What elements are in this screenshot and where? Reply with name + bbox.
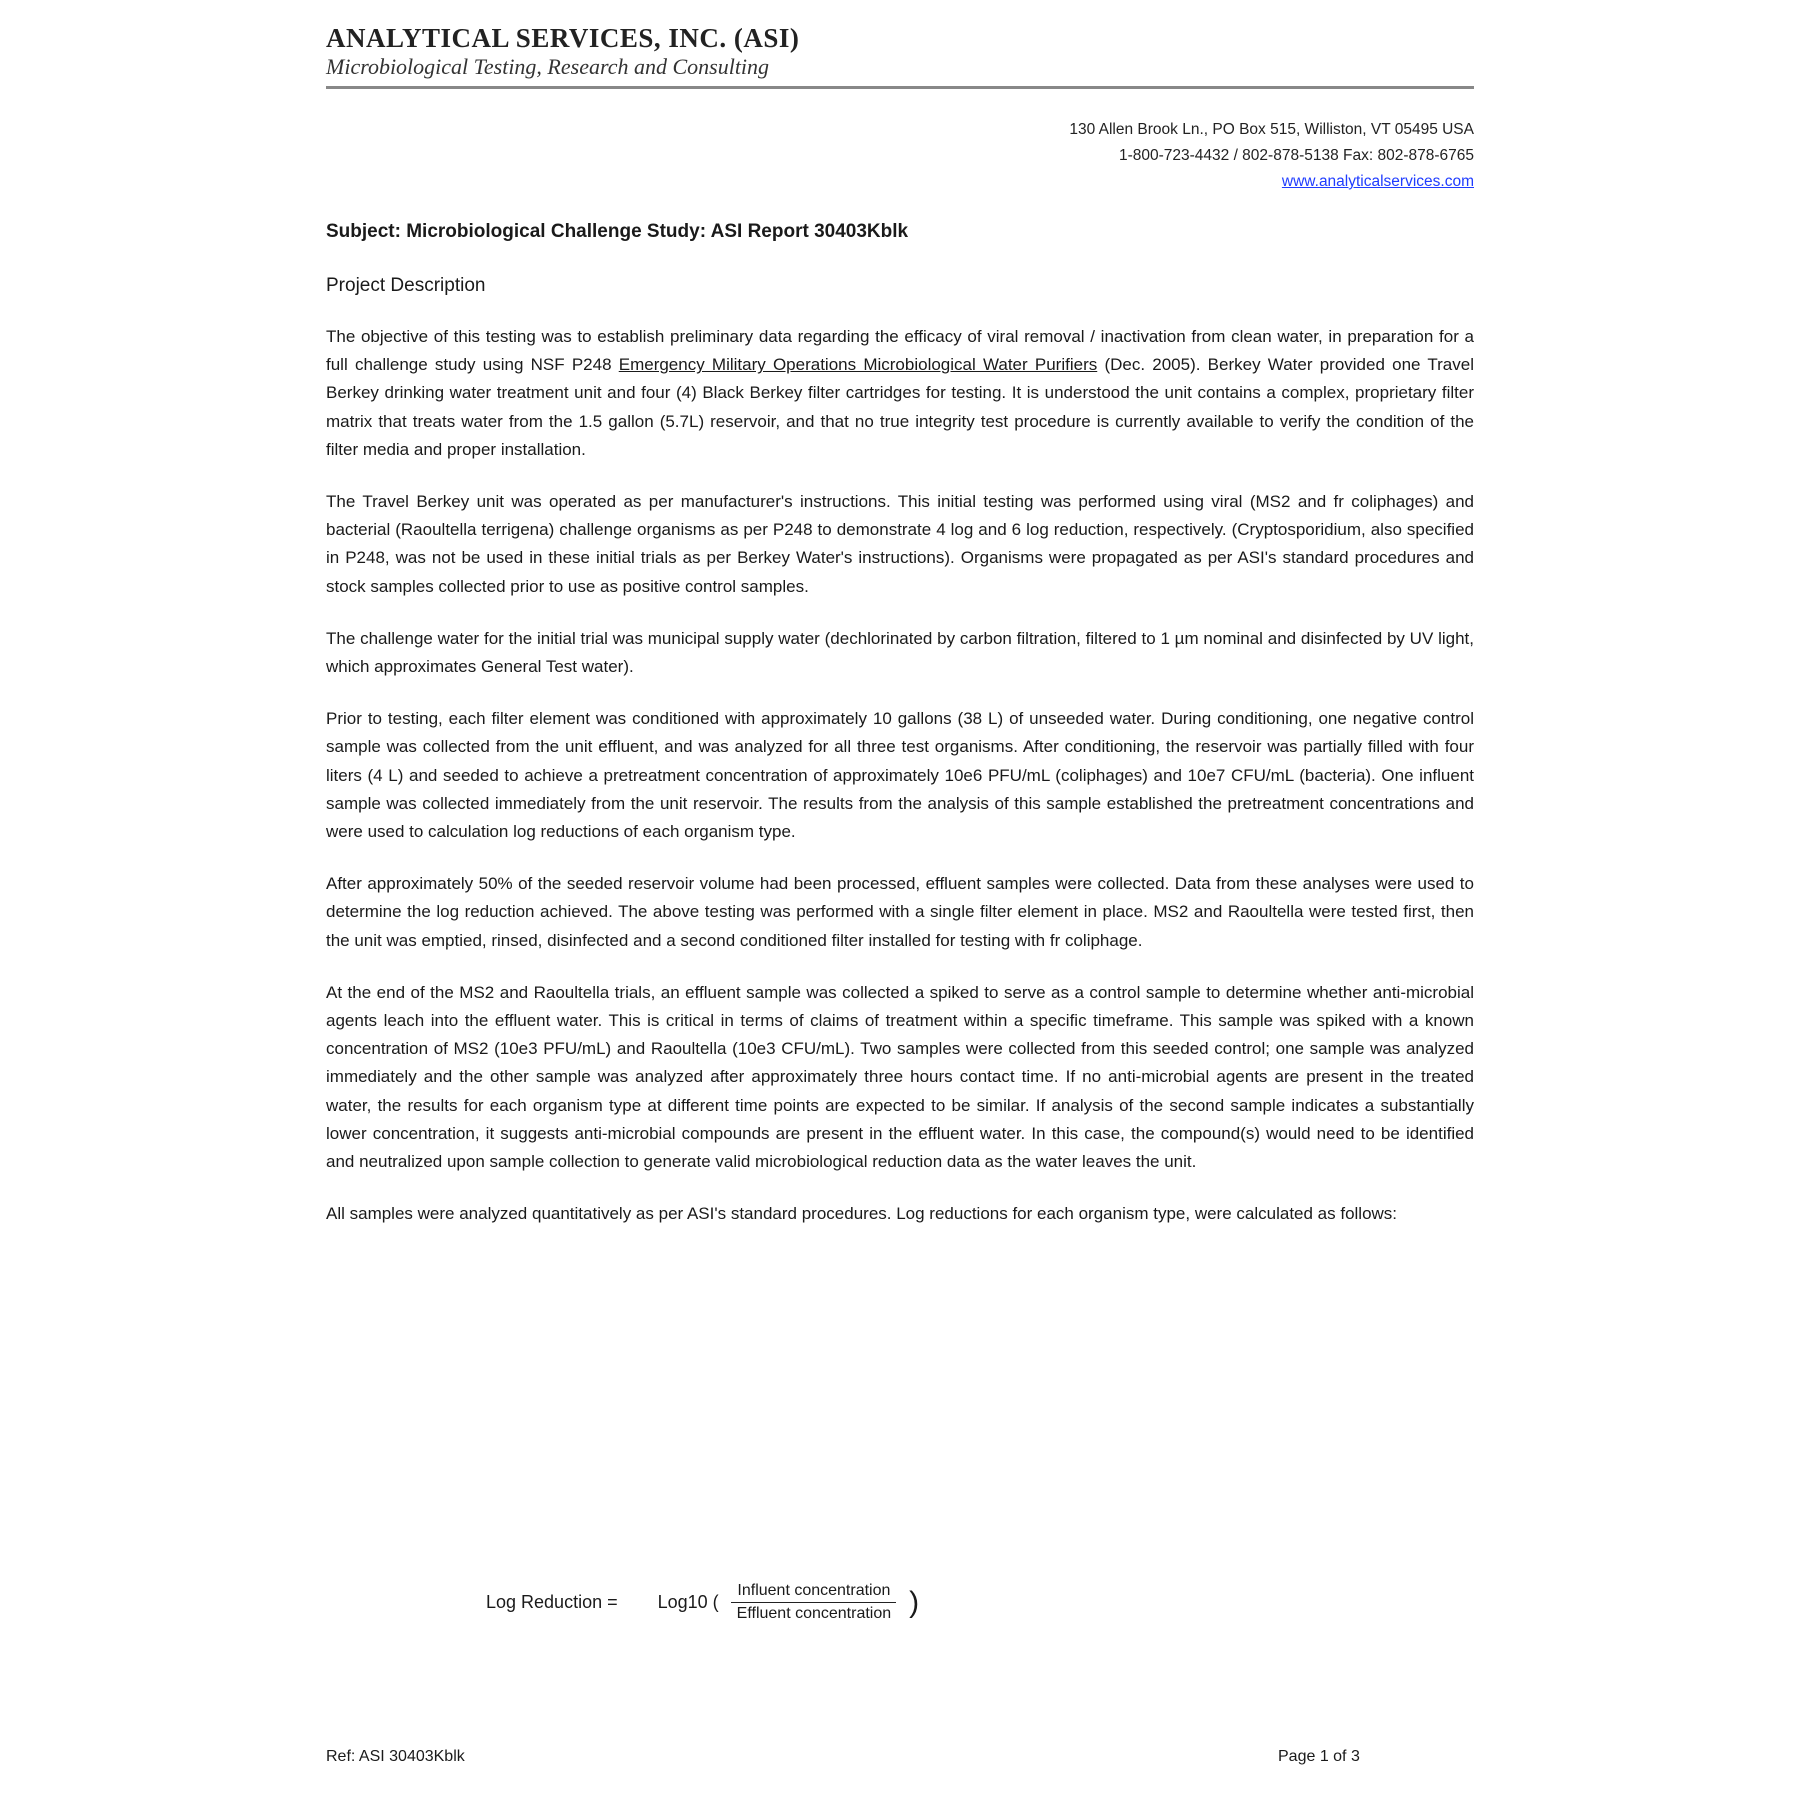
formula-lhs: Log Reduction = (486, 1592, 618, 1612)
formula-close: ) (909, 1585, 920, 1619)
paragraph: All samples were analyzed quantitatively as per ASI's standard procedures. Log reductions for each organism type, were calculated as follows: (326, 1204, 1398, 1224)
footer-reference: Ref: ASI 30403Kblk (326, 1748, 465, 1765)
formula-log: Log10 ( (657, 1592, 719, 1612)
phone-line: 1-800-723-4432 / 802-878-5138 Fax: 802-878-6765 (1118, 147, 1474, 164)
paragraph: The Travel Berkey unit was operated as per manufacturer's instructions. This initial testing was performed using viral (MS2 and fr coliphages) and bacterial (Raoultella terrigena) challenge organisms as per P248 to demonstrate 4 log and 6 log reduction, respectively. (Cryptosporidium, also specified in P248, was not be used in these initial trials as per Berkey Water's instructions). Organisms were propagated as per ASI's standard procedures and stock samples collected prior to use as positive control samples. (326, 492, 1474, 596)
address-block (326, 117, 1474, 195)
footer-page-number: Page 1 of 3 (1278, 1748, 1360, 1765)
document-page (326, 22, 1474, 1228)
paragraph-text: The objective of this testing was to establish preliminary data regarding the efficacy of viral removal / inactivation from clean water, in preparation for a full challenge study using NSF P248 (326, 327, 1474, 375)
section-title: Project Description (326, 275, 486, 296)
paragraph: The challenge water for the initial trial was municipal supply water (dechlorinated by carbon filtration, filtered to 1 µm nominal and disinfected by UV light, which approximates General Test water). (326, 628, 1474, 677)
website-link[interactable]: www.analyticalservices.com (1281, 173, 1474, 190)
log-reduction-formula (486, 1582, 927, 1623)
paragraph-text: (Dec. 2005). Berkey Water provided one Travel Berkey drinking water treatment unit and four (4) Black Berkey filter cartridges for testing. It is understood the unit contains a complex, proprietary filter matrix that treats water from the 1.5 gallon (5.7L) reservoir, and that no true integrity test procedure is currently available to verify the condition of the filter media and proper installation. (326, 355, 1474, 459)
formula-fraction (731, 1582, 897, 1623)
formula-numerator: Influent concentration (731, 1582, 896, 1603)
paragraph: Prior to testing, each filter element was conditioned with approximately 10 gallons (38 L) of unseeded water. During conditioning, one negative control sample was collected from the unit effluent, and was analyzed for all three test organisms. After conditioning, the reservoir was partially filled with four liters (4 L) and seeded to achieve a pretreatment concentration of approximately 10e6 PFU/mL (coliphages) and 10e7 CFU/mL (bacteria). One influent sample was collected immediately from the unit reservoir. The results from the analysis of this sample established the pretreatment concentrations and were used to calculation log reductions of each organism type. (326, 709, 1474, 842)
formula-denominator: Effluent concentration (736, 1605, 892, 1622)
paragraph (326, 323, 1474, 464)
company-name: ANALYTICAL SERVICES, INC. (ASI) (326, 23, 800, 53)
address-line: 130 Allen Brook Ln., PO Box 515, Williston, VT 05495 USA (1069, 121, 1474, 138)
paragraph: After approximately 50% of the seeded reservoir volume had been processed, effluent samples were collected. Data from these analyses were used to determine the log reduction achieved. The above testing was performed with a single filter element in place. MS2 and Raoultella were tested first, then the unit was emptied, rinsed, disinfected and a second conditioned filter installed for testing with fr coliphage. (326, 874, 1474, 950)
header-rule (326, 86, 1474, 89)
paragraph: At the end of the MS2 and Raoultella trials, an effluent sample was collected a spiked to serve as a control sample to determine whether anti-microbial agents leach into the effluent water. This is critical in terms of claims of treatment within a specific timeframe. This sample was spiked with a known concentration of MS2 (10e3 PFU/mL) and Raoultella (10e3 CFU/mL). Two samples were collected from this seeded control; one sample was analyzed immediately and the other sample was analyzed after approximately three hours contact time. If no anti-microbial agents are present in the treated water, the results for each organism type at different time points are expected to be similar. If analysis of the second sample indicates a substantially lower concentration, it suggests anti-microbial compounds are present in the effluent water. In this case, the compound(s) would need to be identified and neutralized upon sample collection to generate valid microbiological reduction data as the water leaves the unit. (326, 982, 1474, 1172)
company-tagline: Microbiological Testing, Research and Consulting (326, 54, 770, 79)
standard-reference-link: Emergency Military Operations Microbiological Water Purifiers (618, 355, 1098, 375)
subject-line: Subject: Microbiological Challenge Study: ASI Report 30403Kblk (326, 221, 909, 242)
